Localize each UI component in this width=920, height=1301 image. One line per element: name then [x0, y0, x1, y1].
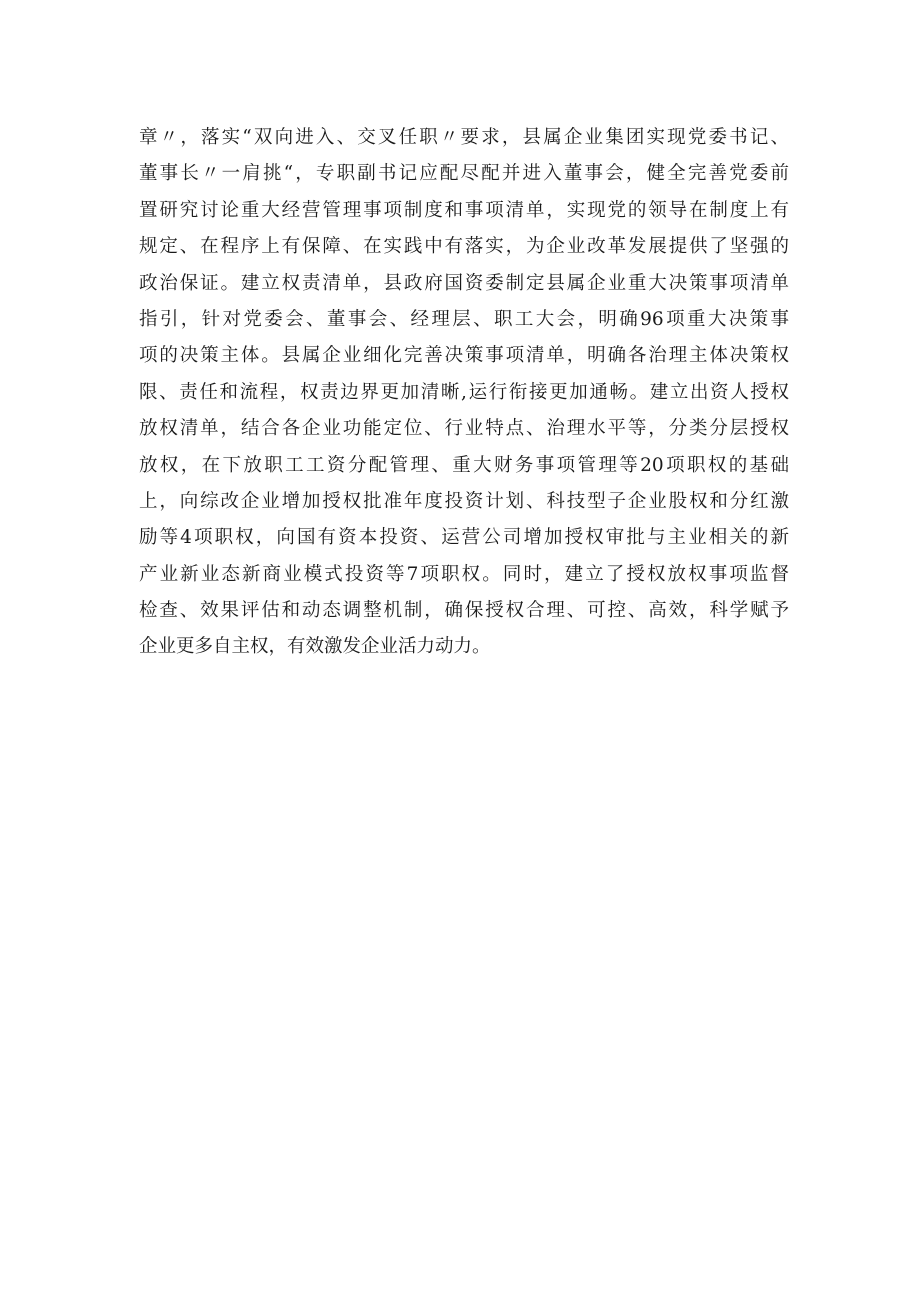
- paragraph-line: 产业新业态新商业模式投资等7项职权。同时，建立了授权放权事项监督: [139, 563, 789, 585]
- paragraph-line: 企业更多自主权，有效激发企业活力动力。: [139, 636, 491, 658]
- paragraph-line: 政治保证。建立权责清单，县政府国资委制定县属企业重大决策事项清单: [139, 272, 789, 294]
- paragraph-line: 放权清单，结合各企业功能定位、行业特点、治理水平等，分类分层授权: [139, 418, 789, 440]
- paragraph-line: 上，向综改企业增加授权批准年度投资计划、科技型子企业股权和分红激: [139, 490, 789, 512]
- paragraph-line: 置研究讨论重大经营管理事项制度和事项清单，实现党的领导在制度上有: [139, 199, 789, 221]
- paragraph-line: 董事长〃一肩挑“，专职副书记应配尽配并进入董事会，健全完善党委前: [139, 163, 789, 185]
- paragraph-line: 检查、效果评估和动态调整机制，确保授权合理、可控、高效，科学赋予: [139, 600, 789, 622]
- paragraph-line: 章〃，落实“双向进入、交叉任职〃要求，县属企业集团实现党委书记、: [139, 127, 789, 148]
- paragraph-line: 指引，针对党委会、董事会、经理层、职工大会，明确96项重大决策事: [139, 308, 789, 330]
- body-paragraph: [139, 120, 789, 666]
- paragraph-line: 放权，在下放职工工资分配管理、重大财务事项管理等20项职权的基础: [139, 454, 789, 476]
- paragraph-line: 限、责任和流程，权责边界更加清晰,运行衔接更加通畅。建立出资人授权: [139, 381, 789, 403]
- paragraph-line: 规定、在程序上有保障、在实践中有落实，为企业改革发展提供了坚强的: [139, 236, 789, 258]
- paragraph-line: 励等4项职权，向国有资本投资、运营公司增加授权审批与主业相关的新: [139, 527, 789, 549]
- paragraph-line: 项的决策主体。县属企业细化完善决策事项清单，明确各治理主体决策权: [139, 345, 789, 367]
